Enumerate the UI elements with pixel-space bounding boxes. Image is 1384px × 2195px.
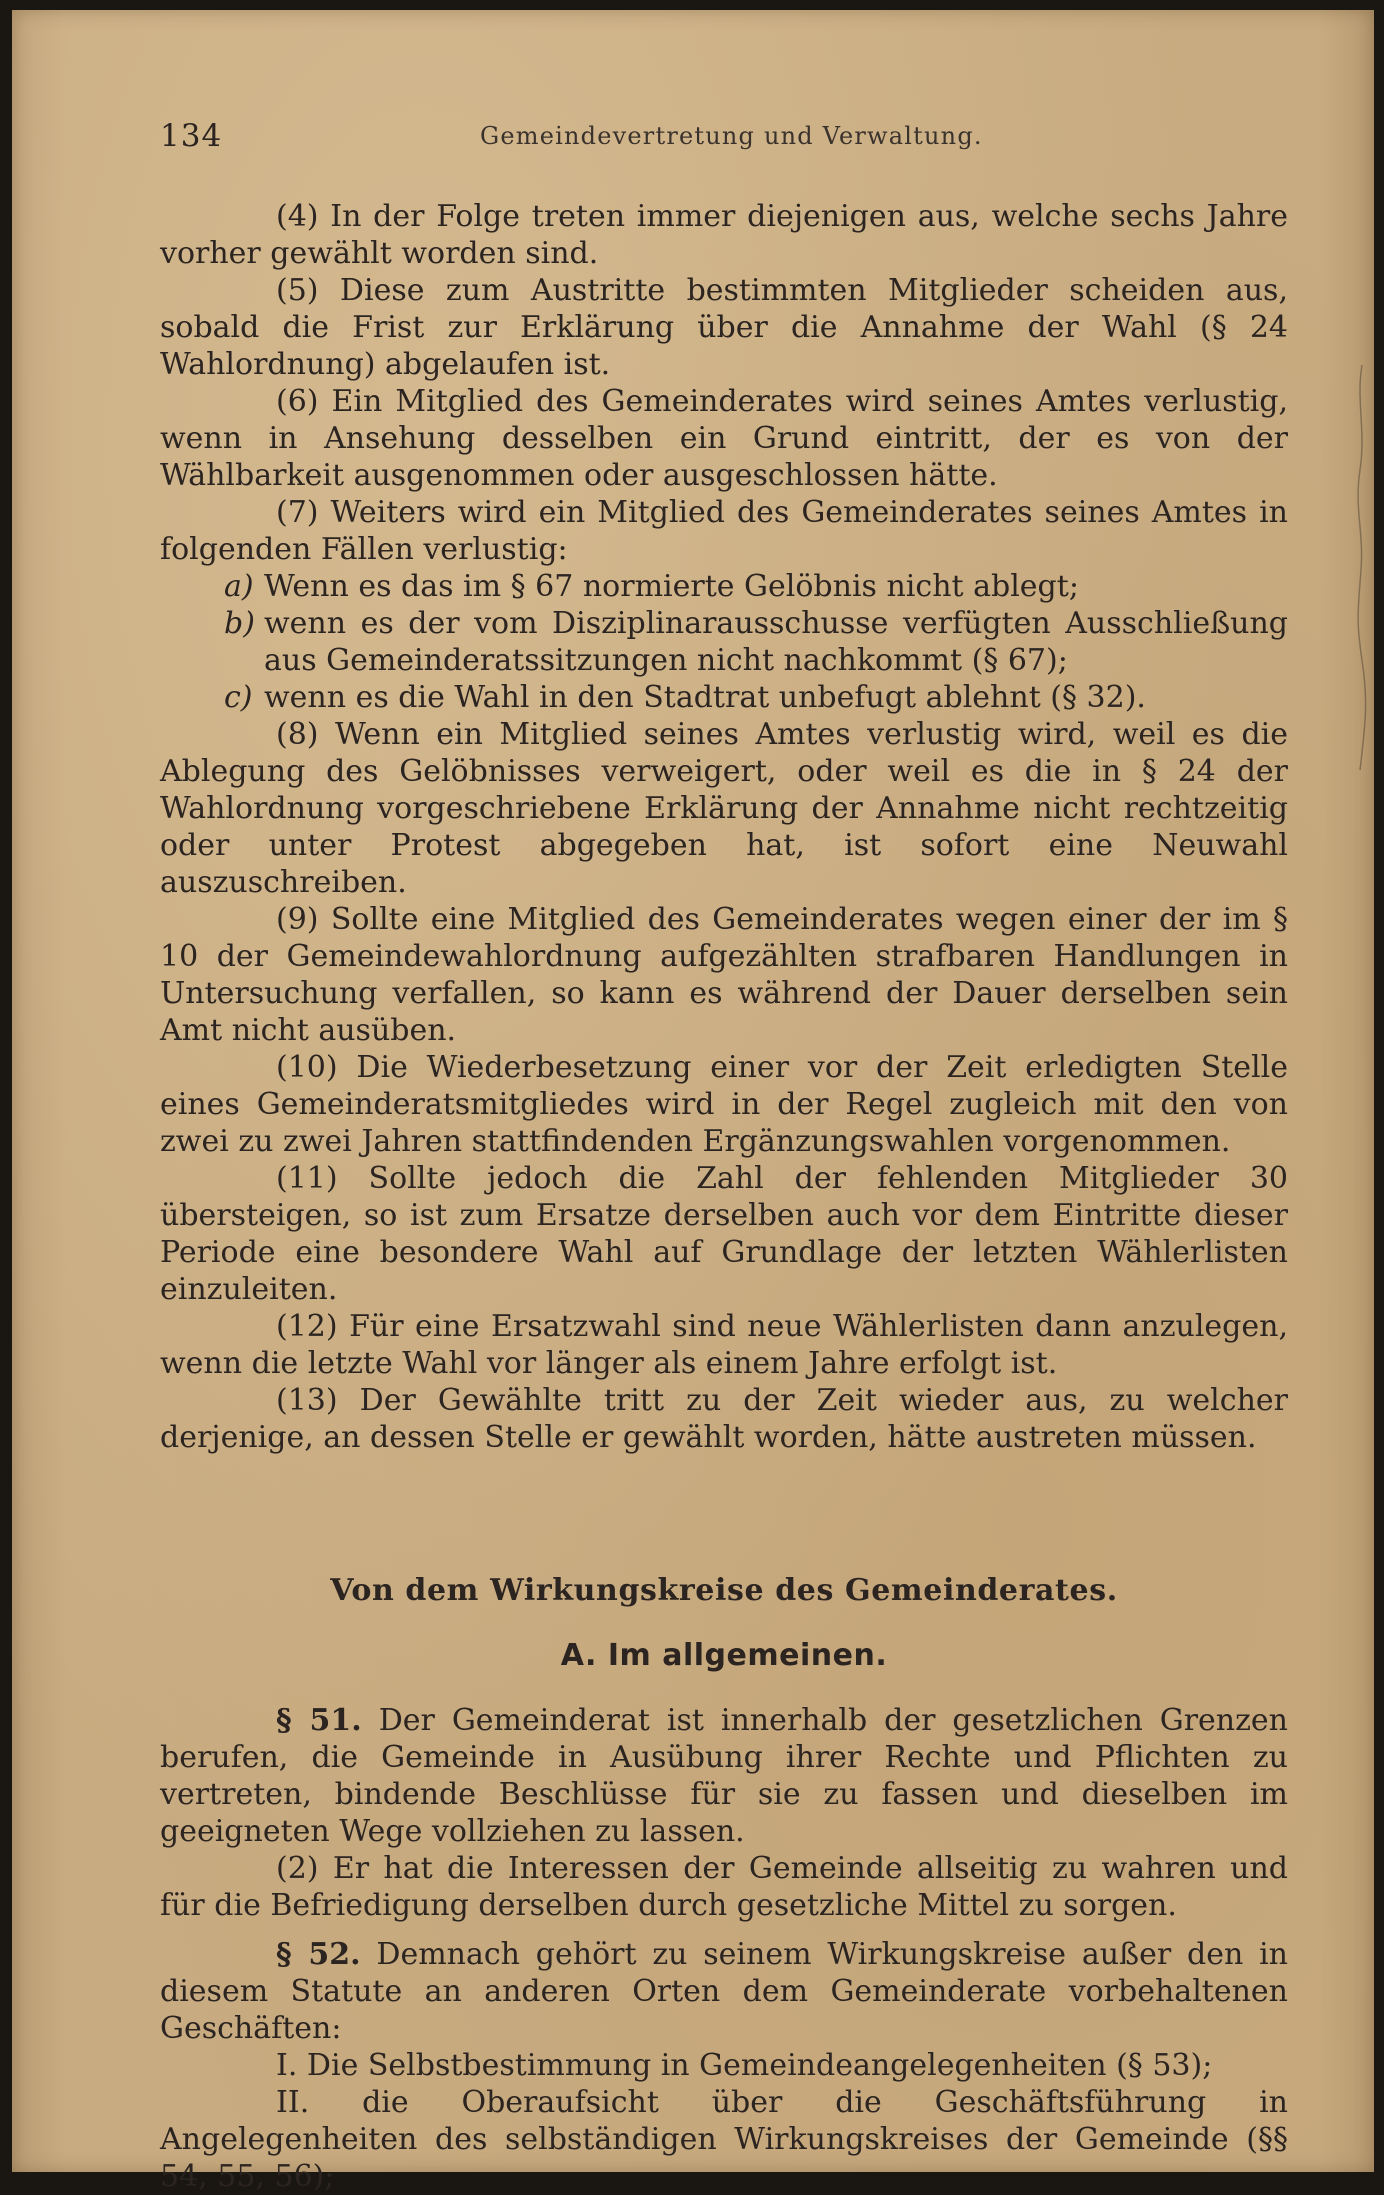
paragraph-5: (5) Diese zum Austritte bestimmten Mitglieder scheiden aus, sobald die Frist zur Erklärung über die Annahme der Wahl (§ 24 Wahlordnung) abgelaufen ist.: [160, 273, 1288, 382]
section-spacer: [160, 1456, 1288, 1572]
body-text: [160, 198, 1288, 2195]
paragraph-4: (4) In der Folge treten immer diejenigen aus, welche sechs Jahre vorher gewählt worden sind.: [160, 199, 1288, 271]
paragraph-52: [160, 1936, 1288, 2047]
subtitle-spacer: [160, 1609, 1288, 1637]
section-number: § 52.: [276, 1937, 361, 1972]
running-head: Gemeindevertretung und Verwaltung.: [480, 122, 983, 150]
list-item-a: [160, 568, 1288, 605]
paragraph-51: [160, 1702, 1288, 1850]
paragraph-text: Der Gemeinderat ist innerhalb der gesetzlichen Grenzen berufen, die Gemeinde in Ausübung ihrer Rechte und Pflichten zu vertreten, bindende Beschlüsse für sie zu fassen und dieselben im geeigneten Wege vollziehen zu lassen.: [160, 1703, 1288, 1849]
list-item-c: [160, 679, 1288, 716]
list-marker: a): [224, 569, 254, 604]
enumerated-list: [160, 568, 1288, 716]
paragraph-12: (12) Für eine Ersatzwahl sind neue Wählerlisten dann anzulegen, wenn die letzte Wahl vor länger als einem Jahre erfolgt ist.: [160, 1309, 1288, 1381]
paragraph-7: (7) Weiters wird ein Mitglied des Gemeinderates seines Amtes in folgenden Fällen verlustig:: [160, 495, 1288, 567]
section-subtitle: A. Im allgemeinen.: [560, 1638, 888, 1673]
paragraph-52-I: I. Die Selbstbestimmung in Gemeindeangelegenheiten (§ 53);: [276, 2048, 1213, 2083]
list-marker: b): [224, 606, 255, 641]
book-page: [12, 10, 1374, 2194]
list-marker: c): [224, 680, 253, 715]
list-item-b: [160, 605, 1288, 679]
section-number: § 51.: [276, 1703, 362, 1738]
section-title: Von dem Wirkungskreise des Gemeinderates.: [330, 1573, 1118, 1608]
paragraph-52-II: II. die Oberaufsicht über die Geschäftsführung in Angelegenheiten des selbständigen Wirkungskreises der Gemeinde (§§ 54, 55, 56);: [160, 2085, 1288, 2194]
list-item-text: wenn es der vom Disziplinarausschusse verfügten Ausschließung aus Gemeinderatssitzungen nicht nachkommt (§ 67);: [264, 606, 1288, 678]
page-number: 134: [160, 118, 223, 154]
paragraph-spacer: [160, 1924, 1288, 1936]
page-header: [160, 118, 1300, 158]
paragraph-51-2: (2) Er hat die Interessen der Gemeinde allseitig zu wahren und für die Befriedigung derselben durch gesetzliche Mittel zu sorgen.: [160, 1851, 1288, 1923]
paragraph-10: (10) Die Wiederbesetzung einer vor der Zeit erledigten Stelle eines Gemeinderatsmitgliedes wird in der Regel zugleich mit den von zwei zu zwei Jahren stattfindenden Ergänzungswahlen vorgenommen.: [160, 1050, 1288, 1159]
paragraph-11: (11) Sollte jedoch die Zahl der fehlenden Mitglieder 30 übersteigen, so ist zum Ersatze derselben auch vor dem Eintritte dieser Periode eine besondere Wahl auf Grundlage der letzten Wählerlisten einzuleiten.: [160, 1161, 1288, 1307]
paragraph-8: (8) Wenn ein Mitglied seines Amtes verlustig wird, weil es die Ablegung des Gelöbnisses verweigert, oder weil es die in § 24 der Wahlordnung vorgeschriebene Erklärung der Annahme nicht rechtzeitig oder unter Protest abgegeben hat, ist sofort eine Neuwahl auszuschreiben.: [160, 717, 1288, 900]
paragraph-13: (13) Der Gewählte tritt zu der Zeit wieder aus, zu welcher derjenige, an dessen Stelle er gewählt worden, hätte austreten müssen.: [160, 1383, 1288, 1455]
paragraph-6: (6) Ein Mitglied des Gemeinderates wird seines Amtes verlustig, wenn in Ansehung desselben ein Grund eintritt, der es von der Wählbarkeit ausgenommen oder ausgeschlossen hätte.: [160, 384, 1288, 493]
subtitle-gap: [160, 1674, 1288, 1702]
margin-pencil-marks: [1352, 360, 1372, 780]
paragraph-text: Demnach gehört zu seinem Wirkungskreise außer den in diesem Statute an anderen Orten dem Gemeinderate vorbehaltenen Geschäften:: [160, 1937, 1288, 2046]
paragraph-9: (9) Sollte eine Mitglied des Gemeinderates wegen einer der im § 10 der Gemeindewahlordnung aufgezählten strafbaren Handlungen in Untersuchung verfallen, so kann es während der Dauer derselben sein Amt nicht ausüben.: [160, 902, 1288, 1048]
list-item-text: wenn es die Wahl in den Stadtrat unbefugt ablehnt (§ 32).: [264, 680, 1146, 715]
list-item-text: Wenn es das im § 67 normierte Gelöbnis nicht ablegt;: [264, 569, 1079, 604]
